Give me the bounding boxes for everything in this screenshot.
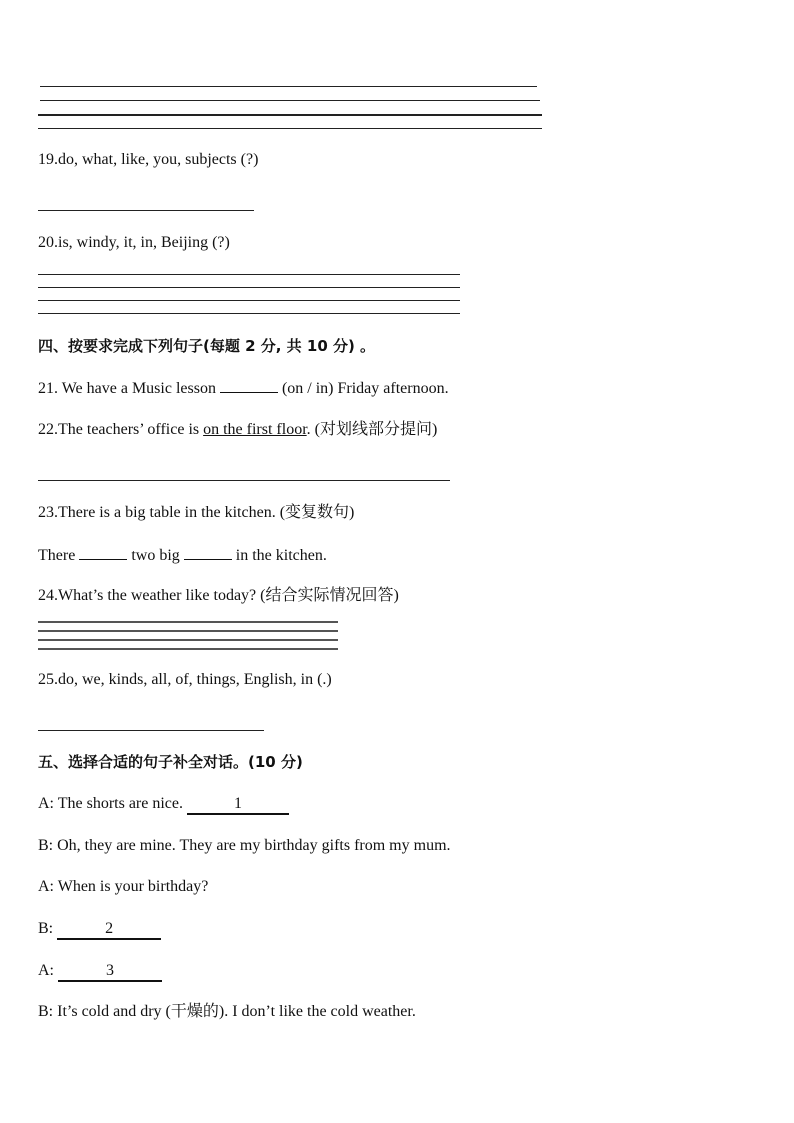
blank-number: 3 <box>58 962 162 982</box>
dialogue-line-3 <box>38 877 208 897</box>
answer-line-24[interactable] <box>38 630 338 632</box>
question-21-before: 21. We have a Music lesson <box>38 380 220 397</box>
speaker: B: <box>38 1003 58 1020</box>
dialogue-line-6 <box>38 1002 416 1022</box>
answer-blank-3[interactable] <box>58 961 162 982</box>
speaker: B: <box>38 920 58 937</box>
section-4-title: 四、按要求完成下列句子(每题 2 分, 共 10 分) 。 <box>38 337 376 355</box>
answer-blank-1[interactable] <box>187 794 289 815</box>
blank-23-1[interactable] <box>79 545 127 560</box>
question-22-before: 22.The teachers’ office is <box>38 421 204 438</box>
question-25: 25.do, we, kinds, all, of, things, English, in (.) <box>38 671 332 688</box>
question-21-after: (on / in) Friday afternoon. <box>277 380 449 397</box>
answer-line-20[interactable] <box>38 287 460 288</box>
dialogue-line-5 <box>38 961 162 982</box>
dialogue-line-2 <box>38 836 451 856</box>
dialogue-text: Oh, they are mine. They are my birthday gifts from my mum. <box>57 837 451 854</box>
answer-23-word3: in the kitchen. <box>231 547 327 564</box>
question-22 <box>38 420 437 440</box>
answer-line-24[interactable] <box>38 621 338 623</box>
answer-line-20[interactable] <box>38 300 460 301</box>
answer-line[interactable] <box>38 128 542 129</box>
question-22-underlined: on the first floor <box>203 421 307 438</box>
answer-line-20[interactable] <box>38 313 460 314</box>
question-21 <box>38 378 449 399</box>
speaker: A: <box>38 962 58 979</box>
dialogue-line-1 <box>38 794 289 815</box>
question-20: 20.is, windy, it, in, Beijing (?) <box>38 234 230 251</box>
dialogue-line-4 <box>38 919 161 940</box>
answer-line[interactable] <box>38 114 542 116</box>
answer-blank-2[interactable] <box>57 919 161 940</box>
answer-line-25[interactable] <box>38 730 264 731</box>
blank-number: 1 <box>187 795 289 815</box>
dialogue-text: When is your birthday? <box>57 878 209 895</box>
blank-23-2[interactable] <box>184 545 232 560</box>
section-5-title: 五、选择合适的句子补全对话。(10 分) <box>38 753 303 771</box>
answer-23 <box>38 545 327 566</box>
question-24: 24.What’s the weather like today? (结合实际情况回答) <box>38 587 399 604</box>
answer-line-24[interactable] <box>38 648 338 650</box>
speaker: A: <box>38 795 58 812</box>
answer-line-19[interactable] <box>38 210 254 211</box>
answer-line[interactable] <box>40 100 540 101</box>
speaker: B: <box>38 837 58 854</box>
answer-line[interactable] <box>40 86 537 87</box>
blank-number: 2 <box>57 920 161 940</box>
answer-23-word2: two big <box>127 547 184 564</box>
question-19: 19.do, what, like, you, subjects (?) <box>38 151 259 168</box>
question-23: 23.There is a big table in the kitchen. (变复数句) <box>38 504 355 521</box>
dialogue-text: It’s cold and dry (干燥的). I don’t like the cold weather. <box>57 1003 416 1020</box>
speaker: A: <box>38 878 58 895</box>
blank-21[interactable] <box>220 378 278 393</box>
answer-23-word1: There <box>38 547 80 564</box>
answer-line-24[interactable] <box>38 639 338 641</box>
question-22-after: . (对划线部分提问) <box>306 421 438 438</box>
dialogue-text: The shorts are nice. <box>57 795 187 812</box>
answer-line-20[interactable] <box>38 274 460 275</box>
answer-line-22[interactable] <box>38 480 450 481</box>
